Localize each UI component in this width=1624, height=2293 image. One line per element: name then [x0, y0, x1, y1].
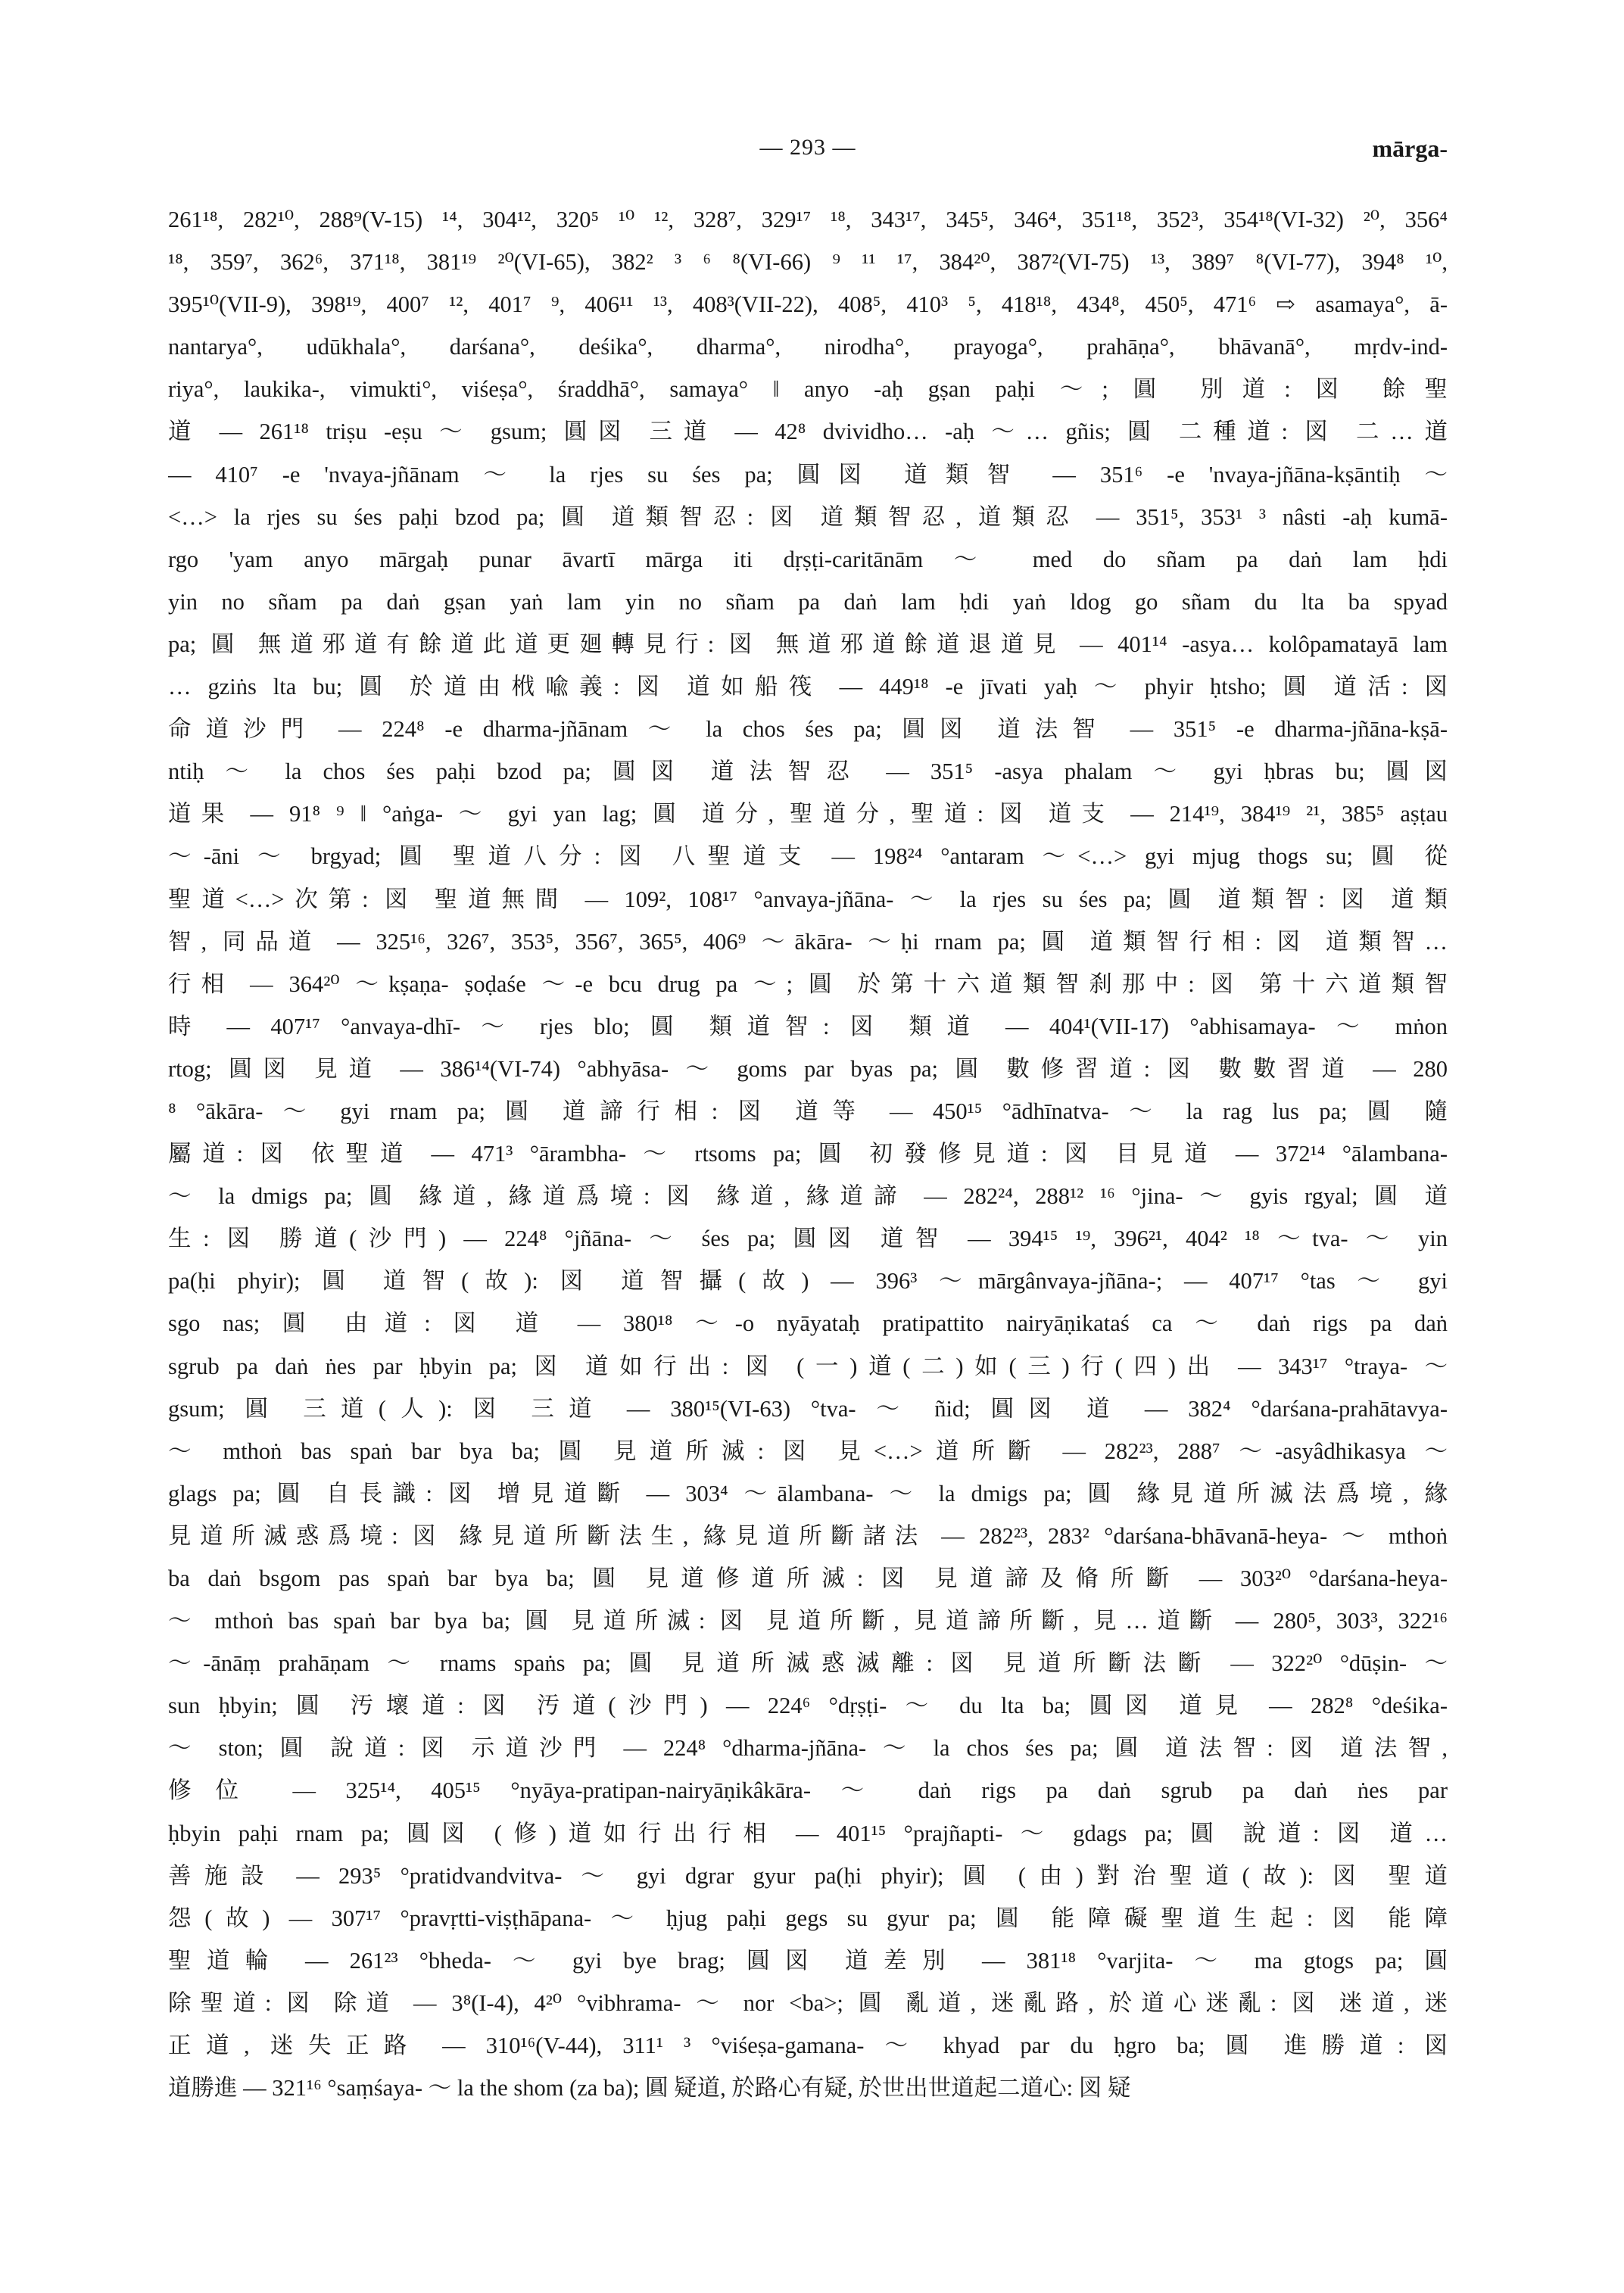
text-line: 261¹⁸, 282¹⁰, 288⁹(V-15) ¹⁴, 304¹², 320⁵ ¹⁰ ¹², 328⁷, 329¹⁷ ¹⁸, 343¹⁷, 345⁵, 346⁴, 351¹⁸, 352³, 354¹⁸(VI-32) ²⁰, 356⁴ — [168, 207, 1448, 232]
text-line: nantarya°, udūkhala°, darśana°, deśika°, dharma°, nirodha°, prayoga°, prahāṇa°, bhāvanā°, mṛdv-ind- — [168, 334, 1448, 360]
text-line: … gziṅs lta bu; 圓 於道由栰喩義: 図 道如船筏 — 449¹⁸ -e jīvati yaḥ ～ phyir ḥtsho; 圓 道活: 図 — [168, 674, 1448, 700]
text-line: glags pa; 圓 自長識: 図 增見道斷 — 303⁴ ～ālambana- ～ la dmigs pa; 圓 緣見道所滅法爲境, 緣 — [168, 1480, 1448, 1506]
text-line: sgrub pa daṅ ṅes par ḥbyin pa; 図 道如行出: 図 (一)道(二)如(三)行(四)出 — 343¹⁷ °traya- ～ — [168, 1353, 1448, 1379]
text-line: <…> la rjes su śes paḥi bzod pa; 圓 道類智忍: 図 道類智忍, 道類忍 — 351⁵, 353¹ ³ nâsti -aḥ kumā- — [168, 503, 1448, 530]
text-line: 生: 図 勝道(沙門) — 224⁸ °jñāna- ～ śes pa; 圓図 道智 — 394¹⁵ ¹⁹, 396²¹, 404² ¹⁸ ～tva- ～ yin — [168, 1226, 1448, 1252]
text-line: rtog; 圓図 見道 — 386¹⁴(VI-74) °abhyāsa- ～ goms par byas pa; 圓 數修習道: 図 數數習道 — 280 — [168, 1055, 1448, 1082]
text-line: 修位 — 325¹⁴, 405¹⁵ °nyāya-pratipan-nairyāṇikâkāra- ～ daṅ rigs pa daṅ sgrub pa daṅ ṅes par — [168, 1777, 1448, 1804]
text-line: 聖道輪 — 261²³ °bheda- ～ gyi bye brag; 圓図 道差別 — 381¹⁸ °varjita- ～ ma gtogs pa; 圓 — [168, 1947, 1448, 1974]
text-line: ba daṅ bsgom pas spaṅ bar bya ba; 圓 見道修道所滅: 図 見道諦及脩所斷 — 303²⁰ °darśana-heya- — [168, 1566, 1448, 1591]
text-line: ⁸ °ākāra- ～ gyi rnam pa; 圓 道諦行相: 図 道等 — 450¹⁵ °ādhīnatva- ～ la rag lus pa; 圓 隨 — [168, 1098, 1448, 1124]
text-line: ḥbyin paḥi rnam pa; 圓図 (修)道如行出行相 — 401¹⁵ °prajñapti- ～ gdags pa; 圓 說道: 図 道… — [168, 1820, 1448, 1846]
page-header — [168, 135, 1448, 177]
text-line: — 410⁷ -e 'nvaya-jñānam ～ la rjes su śes pa; 圓図 道類智 — 351⁶ -e 'nvaya-jñāna-kṣāntiḥ ～ — [168, 461, 1448, 488]
text-line: ～ la dmigs pa; 圓 緣道, 緣道爲境: 図 緣道, 緣道諦 — 282²⁴, 288¹² ¹⁶ °jina- ～ gyis rgyal; 圓 道 — [168, 1183, 1448, 1210]
text-line: ntiḥ ～ la chos śes paḥi bzod pa; 圓図 道法智忍 — 351⁵ -asya phalam ～ gyi ḥbras bu; 圓図 — [168, 759, 1448, 785]
text-line: 除聖道: 図 除道 — 3⁸(I-4), 4²⁰ °vibhrama- ～ nor <ba>; 圓 亂道, 迷亂路, 於道心迷亂: 図 迷道, 迷 — [168, 1989, 1448, 2016]
text-line: ¹⁸, 359⁷, 362⁶, 371¹⁸, 381¹⁹ ²⁰(VI-65), 382² ³ ⁶ ⁸(VI-66) ⁹ ¹¹ ¹⁷, 384²⁰, 387²(VI-75) ¹³, 389⁷ ⁸(VI-77), 394⁸ ¹⁰, — [168, 249, 1448, 276]
text-line: 智, 同品道 — 325¹⁶, 326⁷, 353⁵, 356⁷, 365⁵, 406⁹ ～ākāra- ～ḥi rnam pa; 圓 道類智行相: 図 道類智… — [168, 928, 1448, 955]
text-line: 命道沙門 — 224⁸ -e dharma-jñānam ～ la chos śes pa; 圓図 道法智 — 351⁵ -e dharma-jñāna-kṣā- — [168, 716, 1448, 743]
text-line: 道 — 261¹⁸ triṣu -eṣu ～ gsum; 圓図 三道 — 42⁸ dvividho… -aḥ ～… gñis; 圓 二種道: 図 二…道 — [168, 419, 1448, 445]
text-line: ～ mthoṅ bas spaṅ bar bya ba; 圓 見道所滅: 図 見道所斷, 見道諦所斷, 見…道斷 — 280⁵, 303³, 322¹⁶ — [168, 1608, 1448, 1634]
page-number: — 293 — — [759, 135, 856, 160]
text-line: 道勝進 — 321¹⁶ °saṃśaya- ～ la the shom (za ba); 圓 疑道, 於路心有疑, 於世出世道起二道心: 図 疑 — [168, 2075, 1131, 2101]
text-line: pa(ḥi phyir); 圓 道智(故): 図 道智攝(故) — 396³ ～mārgânvaya-jñāna-; — 407¹⁷ °tas ～ gyi — [168, 1268, 1448, 1294]
text-line: ～ ston; 圓 說道: 図 示道沙門 — 224⁸ °dharma-jñāna- ～ la chos śes pa; 圓 道法智: 図 道法智, — [168, 1735, 1448, 1762]
text-line: ～-ānāṃ prahāṇam ～ rnams spaṅs pa; 圓 見道所滅惑滅離: 図 見道所斷法斷 — 322²⁰ °dūṣin- ～ — [168, 1650, 1448, 1677]
text-line: riya°, laukika-, vimukti°, viśeṣa°, śraddhā°, samaya° ‖ anyo -aḥ gṣan paḥi ～; 圓 別道: 図 餘聖 — [168, 376, 1448, 403]
text-line: 聖道<…>次第: 図 聖道無間 — 109², 108¹⁷ °anvaya-jñāna- ～ la rjes su śes pa; 圓 道類智: 図 道類 — [168, 886, 1448, 912]
text-line: sun ḥbyin; 圓 汚壞道: 図 汚道(沙門) — 224⁶ °dṛṣṭi- ～ du lta ba; 圓図 道見 — 282⁸ °deśika- — [168, 1693, 1448, 1719]
text-line: 善施設 — 293⁵ °pratidvandvitva- ～ gyi dgrar gyur pa(ḥi phyir); 圓 (由)對治聖道(故): 図 聖道 — [168, 1862, 1448, 1889]
text-line: 怨(故) — 307¹⁷ °pravṛtti-viṣṭhāpana- ～ ḥjug paḥi gegs su gyur pa; 圓 能障礙聖道生起: 図 能障 — [168, 1905, 1448, 1931]
text-line: pa; 圓 無道邪道有餘道此道更廻轉見行: 図 無道邪道餘道退道見 — 401¹⁴ -asya… kolôpamatayā lam — [168, 631, 1448, 657]
text-line: 行相 — 364²⁰ ～kṣaṇa- ṣoḍaśe ～-e bcu drug pa ～; 圓 於第十六道類智刹那中: 図 第十六道類智 — [168, 970, 1448, 997]
text-line: 正道, 迷失正路 — 310¹⁶(V-44), 311¹ ³ °viśeṣa-gamana- ～ khyad par du ḥgro ba; 圓 進勝道: 図 — [168, 2033, 1448, 2059]
text-line: gsum; 圓 三道(人): 図 三道 — 380¹⁵(VI-63) °tva- ～ ñid; 圓図 道 — 382⁴ °darśana-prahātavya- — [168, 1395, 1448, 1422]
entry-body — [168, 198, 1448, 2109]
text-line: 屬道: 図 依聖道 — 471³ °ārambha- ～ rtsoms pa; 圓 初發修見道: 図 目見道 — 372¹⁴ °ālambana- — [168, 1141, 1448, 1167]
text-line: 見道所滅惑爲境: 図 緣見道所斷法生, 緣見道所斷諸法 — 282²³, 283² °darśana-bhāvanā-heya- ～ mthoṅ — [168, 1522, 1448, 1549]
text-line: 395¹⁰(VII-9), 398¹⁹, 400⁷ ¹², 401⁷ ⁹, 406¹¹ ¹³, 408³(VII-22), 408⁵, 410³ ⁵, 418¹⁸, 434⁸, 450⁵, 471⁶ ⇨ asamaya°, ā- — [168, 291, 1448, 318]
text-line: yin no sñam pa daṅ gṣan yaṅ lam yin no sñam pa daṅ lam ḥdi yaṅ ldog go sñam du lta ba spyad — [168, 588, 1448, 615]
text-line: rgo 'yam anyo mārgaḥ punar āvartī mārga iti dṛṣṭi-caritānām ～ med do sñam pa daṅ lam ḥdi — [168, 546, 1448, 572]
running-head: mārga- — [1372, 135, 1448, 162]
text-line: 道果 — 91⁸ ⁹ ‖ °aṅga- ～ gyi yan lag; 圓 道分, 聖道分, 聖道: 図 道支 — 214¹⁹, 384¹⁹ ²¹, 385⁵ aṣṭau — [168, 801, 1448, 827]
text-line: ～ mthoṅ bas spaṅ bar bya ba; 圓 見道所滅: 図 見<…>道所斷 — 282²³, 288⁷ ～-asyâdhikasya ～ — [168, 1438, 1448, 1464]
text-line: ～-āni ～ brgyad; 圓 聖道八分: 図 八聖道支 — 198²⁴ °antaram ～<…> gyi mjug thogs su; 圓 從 — [168, 843, 1448, 870]
text-line: 時 — 407¹⁷ °anvaya-dhī- ～ rjes blo; 圓 類道智: 図 類道 — 404¹(VII-17) °abhisamaya- ～ mṅon — [168, 1013, 1448, 1039]
text-line: sgo nas; 圓 由道: 図 道 — 380¹⁸ ～-o nyāyataḥ pratipattito nairyāṇikataś ca ～ daṅ rigs pa daṅ — [168, 1310, 1448, 1337]
